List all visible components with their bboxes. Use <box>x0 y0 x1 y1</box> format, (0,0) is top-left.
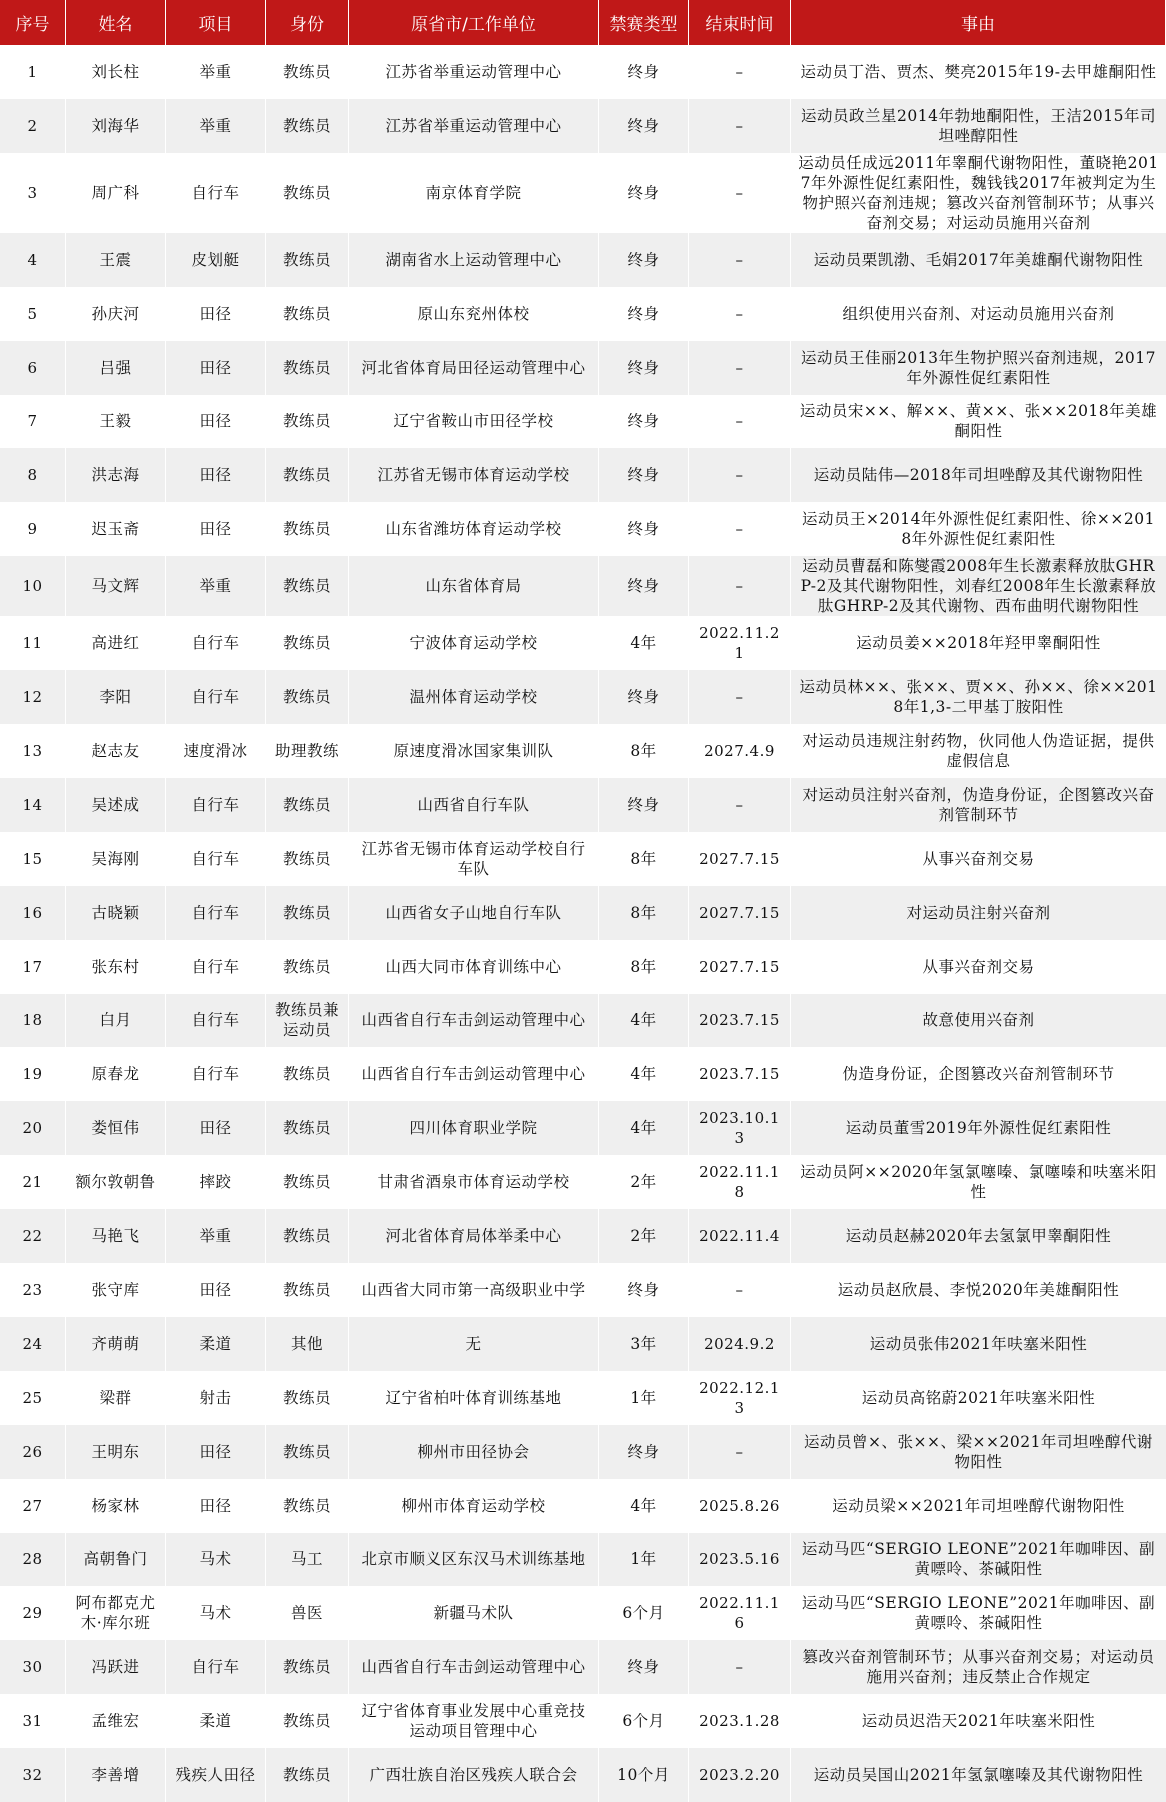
cell-index: 29 <box>0 1586 66 1640</box>
cell-role: 教练员 <box>266 1263 349 1317</box>
cell-index: 26 <box>0 1425 66 1479</box>
cell-index: 21 <box>0 1155 66 1209</box>
cell-role: 教练员 <box>266 45 349 99</box>
cell-unit: 山西省自行车队 <box>349 778 599 832</box>
cell-name: 齐萌萌 <box>66 1317 166 1371</box>
cell-sport: 田径 <box>166 448 266 502</box>
cell-index: 13 <box>0 724 66 778</box>
cell-end-date: 2023.2.20 <box>689 1748 791 1802</box>
cell-role: 教练员 <box>266 1479 349 1533</box>
cell-unit: 甘肃省酒泉市体育运动学校 <box>349 1155 599 1209</box>
cell-name: 迟玉斋 <box>66 502 166 556</box>
cell-unit: 柳州市体育运动学校 <box>349 1479 599 1533</box>
cell-name: 白月 <box>66 994 166 1048</box>
cell-index: 15 <box>0 832 66 886</box>
cell-sport: 举重 <box>166 45 266 99</box>
cell-name: 刘海华 <box>66 99 166 153</box>
cell-end-date: 2022.11.21 <box>689 616 791 670</box>
cell-end-date: 2027.7.15 <box>689 940 791 994</box>
header-reason: 事由 <box>791 0 1166 45</box>
cell-unit: 江苏省无锡市体育运动学校 <box>349 448 599 502</box>
cell-reason: 从事兴奋剂交易 <box>791 940 1166 994</box>
cell-end-date: 2023.7.15 <box>689 994 791 1048</box>
cell-ban-type: 终身 <box>599 502 689 556</box>
cell-name: 刘长柱 <box>66 45 166 99</box>
cell-ban-type: 2年 <box>599 1209 689 1263</box>
cell-end-date: 2022.11.16 <box>689 1586 791 1640</box>
cell-unit: 辽宁省体育事业发展中心重竞技运动项目管理中心 <box>349 1694 599 1748</box>
cell-sport: 自行车 <box>166 940 266 994</box>
cell-role: 教练员 <box>266 1748 349 1802</box>
cell-ban-type: 4年 <box>599 1101 689 1155</box>
cell-index: 27 <box>0 1479 66 1533</box>
cell-unit: 江苏省举重运动管理中心 <box>349 45 599 99</box>
cell-index: 22 <box>0 1209 66 1263</box>
cell-sport: 自行车 <box>166 994 266 1048</box>
cell-name: 李善增 <box>66 1748 166 1802</box>
cell-sport: 残疾人田径 <box>166 1748 266 1802</box>
cell-end-date: 2022.11.4 <box>689 1209 791 1263</box>
cell-ban-type: 终身 <box>599 1640 689 1694</box>
cell-role: 马工 <box>266 1533 349 1587</box>
header-name: 姓名 <box>66 0 166 45</box>
cell-end-date: – <box>689 99 791 153</box>
cell-end-date: 2025.8.26 <box>689 1479 791 1533</box>
cell-index: 24 <box>0 1317 66 1371</box>
cell-end-date: – <box>689 153 791 233</box>
cell-unit: 山东省潍坊体育运动学校 <box>349 502 599 556</box>
cell-ban-type: 终身 <box>599 448 689 502</box>
cell-name: 王毅 <box>66 395 166 449</box>
cell-end-date: 2022.12.13 <box>689 1371 791 1425</box>
cell-reason: 运动员王佳丽2013年生物护照兴奋剂违规，2017年外源性促红素阳性 <box>791 341 1166 395</box>
cell-name: 额尔敦朝鲁 <box>66 1155 166 1209</box>
cell-reason: 对运动员注射兴奋剂 <box>791 886 1166 940</box>
cell-name: 吴述成 <box>66 778 166 832</box>
cell-name: 杨家林 <box>66 1479 166 1533</box>
cell-index: 3 <box>0 153 66 233</box>
cell-end-date: – <box>689 778 791 832</box>
cell-role: 教练员 <box>266 153 349 233</box>
cell-end-date: – <box>689 395 791 449</box>
cell-role: 教练员 <box>266 778 349 832</box>
cell-name: 高朝鲁门 <box>66 1533 166 1587</box>
cell-name: 高进红 <box>66 616 166 670</box>
cell-name: 王震 <box>66 233 166 287</box>
cell-end-date: – <box>689 1640 791 1694</box>
cell-reason: 运动员赵赫2020年去氢氯甲睾酮阳性 <box>791 1209 1166 1263</box>
cell-role: 教练员 <box>266 832 349 886</box>
cell-ban-type: 1年 <box>599 1371 689 1425</box>
cell-unit: 宁波体育运动学校 <box>349 616 599 670</box>
cell-role: 其他 <box>266 1317 349 1371</box>
cell-sport: 自行车 <box>166 153 266 233</box>
cell-unit: 河北省体育局田径运动管理中心 <box>349 341 599 395</box>
cell-reason: 运动员陆伟—2018年司坦唑醇及其代谢物阳性 <box>791 448 1166 502</box>
cell-ban-type: 终身 <box>599 670 689 724</box>
cell-ban-type: 终身 <box>599 99 689 153</box>
cell-end-date: 2027.7.15 <box>689 832 791 886</box>
cell-end-date: 2027.7.15 <box>689 886 791 940</box>
cell-role: 教练员兼运动员 <box>266 994 349 1048</box>
cell-reason: 运动员梁××2021年司坦唑醇代谢物阳性 <box>791 1479 1166 1533</box>
cell-sport: 田径 <box>166 287 266 341</box>
cell-index: 10 <box>0 556 66 616</box>
cell-unit: 山西省自行车击剑运动管理中心 <box>349 1640 599 1694</box>
cell-sport: 皮划艇 <box>166 233 266 287</box>
cell-ban-type: 终身 <box>599 153 689 233</box>
cell-ban-type: 3年 <box>599 1317 689 1371</box>
cell-sport: 田径 <box>166 1263 266 1317</box>
cell-name: 吴海刚 <box>66 832 166 886</box>
cell-reason: 运动员宋××、解××、黄××、张××2018年美雄酮阳性 <box>791 395 1166 449</box>
cell-name: 娄恒伟 <box>66 1101 166 1155</box>
cell-role: 教练员 <box>266 233 349 287</box>
cell-name: 李阳 <box>66 670 166 724</box>
cell-sport: 田径 <box>166 341 266 395</box>
cell-name: 孟维宏 <box>66 1694 166 1748</box>
cell-ban-type: 4年 <box>599 616 689 670</box>
cell-reason: 运动员董雪2019年外源性促红素阳性 <box>791 1101 1166 1155</box>
cell-end-date: 2023.10.13 <box>689 1101 791 1155</box>
cell-unit: 温州体育运动学校 <box>349 670 599 724</box>
cell-index: 2 <box>0 99 66 153</box>
cell-end-date: – <box>689 1263 791 1317</box>
cell-sport: 举重 <box>166 99 266 153</box>
cell-role: 教练员 <box>266 556 349 616</box>
cell-ban-type: 6个月 <box>599 1586 689 1640</box>
cell-ban-type: 终身 <box>599 1425 689 1479</box>
cell-sport: 速度滑冰 <box>166 724 266 778</box>
cell-name: 原春龙 <box>66 1047 166 1101</box>
cell-reason: 运动员王×2014年外源性促红素阳性、徐××2018年外源性促红素阳性 <box>791 502 1166 556</box>
cell-unit: 辽宁省柏叶体育训练基地 <box>349 1371 599 1425</box>
cell-role: 教练员 <box>266 287 349 341</box>
cell-name: 洪志海 <box>66 448 166 502</box>
cell-ban-type: 终身 <box>599 778 689 832</box>
cell-ban-type: 终身 <box>599 341 689 395</box>
cell-unit: 河北省体育局体举柔中心 <box>349 1209 599 1263</box>
header-index: 序号 <box>0 0 66 45</box>
cell-reason: 运动员高铭蔚2021年呋塞米阳性 <box>791 1371 1166 1425</box>
cell-end-date: – <box>689 45 791 99</box>
cell-reason: 运动员赵欣晨、李悦2020年美雄酮阳性 <box>791 1263 1166 1317</box>
header-ban-type: 禁赛类型 <box>599 0 689 45</box>
cell-sport: 柔道 <box>166 1317 266 1371</box>
cell-sport: 田径 <box>166 1425 266 1479</box>
cell-index: 16 <box>0 886 66 940</box>
cell-name: 周广科 <box>66 153 166 233</box>
cell-reason: 运动员栗凯渤、毛娟2017年美雄酮代谢物阳性 <box>791 233 1166 287</box>
cell-unit: 山西大同市体育训练中心 <box>349 940 599 994</box>
cell-end-date: – <box>689 556 791 616</box>
cell-ban-type: 4年 <box>599 1479 689 1533</box>
cell-sport: 自行车 <box>166 670 266 724</box>
cell-reason: 故意使用兴奋剂 <box>791 994 1166 1048</box>
cell-index: 9 <box>0 502 66 556</box>
cell-index: 14 <box>0 778 66 832</box>
cell-index: 23 <box>0 1263 66 1317</box>
header-sport: 项目 <box>166 0 266 45</box>
cell-sport: 自行车 <box>166 832 266 886</box>
cell-role: 教练员 <box>266 940 349 994</box>
cell-sport: 田径 <box>166 502 266 556</box>
cell-reason: 组织使用兴奋剂、对运动员施用兴奋剂 <box>791 287 1166 341</box>
cell-sport: 马术 <box>166 1533 266 1587</box>
cell-role: 教练员 <box>266 670 349 724</box>
cell-index: 12 <box>0 670 66 724</box>
cell-index: 4 <box>0 233 66 287</box>
cell-index: 11 <box>0 616 66 670</box>
cell-role: 教练员 <box>266 1640 349 1694</box>
cell-end-date: 2023.5.16 <box>689 1533 791 1587</box>
cell-sport: 自行车 <box>166 778 266 832</box>
cell-sport: 自行车 <box>166 886 266 940</box>
cell-reason: 运动员曹磊和陈燮霞2008年生长激素释放肽GHRP-2及其代谢物阳性，刘春红2008年生长激素释放肽GHRP-2及其代谢物、西布曲明代谢物阳性 <box>791 556 1166 616</box>
cell-name: 赵志友 <box>66 724 166 778</box>
cell-unit: 山西省自行车击剑运动管理中心 <box>349 1047 599 1101</box>
cell-name: 张守库 <box>66 1263 166 1317</box>
cell-name: 马艳飞 <box>66 1209 166 1263</box>
header-role: 身份 <box>266 0 349 45</box>
cell-role: 教练员 <box>266 99 349 153</box>
cell-role: 教练员 <box>266 448 349 502</box>
cell-sport: 举重 <box>166 556 266 616</box>
cell-role: 教练员 <box>266 1425 349 1479</box>
cell-ban-type: 1年 <box>599 1533 689 1587</box>
cell-role: 教练员 <box>266 1694 349 1748</box>
cell-sport: 射击 <box>166 1371 266 1425</box>
cell-sport: 田径 <box>166 1101 266 1155</box>
cell-reason: 从事兴奋剂交易 <box>791 832 1166 886</box>
cell-reason: 运动员迟浩天2021年呋塞米阳性 <box>791 1694 1166 1748</box>
cell-reason: 篡改兴奋剂管制环节；从事兴奋剂交易；对运动员施用兴奋剂；违反禁止合作规定 <box>791 1640 1166 1694</box>
cell-ban-type: 10个月 <box>599 1748 689 1802</box>
cell-end-date: – <box>689 341 791 395</box>
cell-ban-type: 终身 <box>599 395 689 449</box>
cell-name: 马文辉 <box>66 556 166 616</box>
cell-sport: 举重 <box>166 1209 266 1263</box>
cell-end-date: 2027.4.9 <box>689 724 791 778</box>
cell-ban-type: 终身 <box>599 1263 689 1317</box>
cell-role: 教练员 <box>266 1101 349 1155</box>
cell-sport: 自行车 <box>166 1640 266 1694</box>
cell-unit: 南京体育学院 <box>349 153 599 233</box>
cell-ban-type: 4年 <box>599 994 689 1048</box>
cell-index: 1 <box>0 45 66 99</box>
cell-end-date: – <box>689 448 791 502</box>
cell-index: 18 <box>0 994 66 1048</box>
header-unit: 原省市/工作单位 <box>349 0 599 45</box>
cell-sport: 自行车 <box>166 1047 266 1101</box>
cell-role: 教练员 <box>266 886 349 940</box>
cell-sport: 自行车 <box>166 616 266 670</box>
cell-role: 教练员 <box>266 616 349 670</box>
cell-sport: 田径 <box>166 395 266 449</box>
cell-unit: 原山东兖州体校 <box>349 287 599 341</box>
cell-reason: 运动员林××、张××、贾××、孙××、徐××2018年1,3-二甲基丁胺阳性 <box>791 670 1166 724</box>
cell-ban-type: 终身 <box>599 287 689 341</box>
cell-end-date: – <box>689 670 791 724</box>
header-end-date: 结束时间 <box>689 0 791 45</box>
cell-role: 教练员 <box>266 341 349 395</box>
cell-ban-type: 8年 <box>599 940 689 994</box>
cell-role: 教练员 <box>266 1209 349 1263</box>
cell-unit: 原速度滑冰国家集训队 <box>349 724 599 778</box>
cell-role: 教练员 <box>266 395 349 449</box>
cell-reason: 伪造身份证，企图篡改兴奋剂管制环节 <box>791 1047 1166 1101</box>
cell-reason: 运动员任成远2011年睾酮代谢物阳性，董晓艳2017年外源性促红素阳性，魏钱钱2017年被判定为生物护照兴奋剂违规；篡改兴奋剂管制环节；从事兴奋剂交易；对运动员施用兴奋剂 <box>791 153 1166 233</box>
cell-index: 31 <box>0 1694 66 1748</box>
cell-index: 19 <box>0 1047 66 1101</box>
cell-role: 教练员 <box>266 1371 349 1425</box>
cell-name: 王明东 <box>66 1425 166 1479</box>
cell-ban-type: 2年 <box>599 1155 689 1209</box>
cell-unit: 江苏省举重运动管理中心 <box>349 99 599 153</box>
cell-unit: 辽宁省鞍山市田径学校 <box>349 395 599 449</box>
cell-reason: 运动员阿××2020年氢氯噻嗪、氯噻嗪和呋塞米阳性 <box>791 1155 1166 1209</box>
cell-end-date: – <box>689 233 791 287</box>
cell-name: 梁群 <box>66 1371 166 1425</box>
cell-index: 30 <box>0 1640 66 1694</box>
cell-index: 7 <box>0 395 66 449</box>
cell-name: 阿布都克尤木·库尔班 <box>66 1586 166 1640</box>
cell-unit: 山东省体育局 <box>349 556 599 616</box>
cell-name: 孙庆河 <box>66 287 166 341</box>
cell-unit: 柳州市田径协会 <box>349 1425 599 1479</box>
cell-end-date: – <box>689 1425 791 1479</box>
cell-reason: 运动员丁浩、贾杰、樊亮2015年19-去甲雄酮阳性 <box>791 45 1166 99</box>
cell-ban-type: 终身 <box>599 45 689 99</box>
cell-reason: 运动马匹“SERGIO LEONE”2021年咖啡因、副黄嘌呤、茶碱阳性 <box>791 1533 1166 1587</box>
cell-ban-type: 6个月 <box>599 1694 689 1748</box>
cell-reason: 运动员姜××2018年羟甲睾酮阳性 <box>791 616 1166 670</box>
cell-end-date: – <box>689 287 791 341</box>
cell-role: 教练员 <box>266 502 349 556</box>
cell-unit: 湖南省水上运动管理中心 <box>349 233 599 287</box>
cell-reason: 运动马匹“SERGIO LEONE”2021年咖啡因、副黄嘌呤、茶碱阳性 <box>791 1586 1166 1640</box>
cell-index: 32 <box>0 1748 66 1802</box>
cell-reason: 对运动员注射兴奋剂，伪造身份证，企图篡改兴奋剂管制环节 <box>791 778 1166 832</box>
cell-ban-type: 终身 <box>599 556 689 616</box>
cell-end-date: 2023.1.28 <box>689 1694 791 1748</box>
cell-unit: 四川体育职业学院 <box>349 1101 599 1155</box>
cell-index: 20 <box>0 1101 66 1155</box>
cell-index: 17 <box>0 940 66 994</box>
cell-index: 25 <box>0 1371 66 1425</box>
cell-unit: 北京市顺义区东汉马术训练基地 <box>349 1533 599 1587</box>
cell-unit: 无 <box>349 1317 599 1371</box>
cell-reason: 对运动员违规注射药物，伙同他人伪造证据，提供虚假信息 <box>791 724 1166 778</box>
cell-ban-type: 8年 <box>599 886 689 940</box>
cell-role: 教练员 <box>266 1047 349 1101</box>
cell-unit: 新疆马术队 <box>349 1586 599 1640</box>
cell-sport: 马术 <box>166 1586 266 1640</box>
cell-ban-type: 终身 <box>599 233 689 287</box>
cell-ban-type: 8年 <box>599 832 689 886</box>
cell-unit: 山西省大同市第一高级职业中学 <box>349 1263 599 1317</box>
cell-ban-type: 4年 <box>599 1047 689 1101</box>
cell-end-date: – <box>689 502 791 556</box>
cell-role: 教练员 <box>266 1155 349 1209</box>
cell-name: 张东村 <box>66 940 166 994</box>
cell-ban-type: 8年 <box>599 724 689 778</box>
cell-sport: 田径 <box>166 1479 266 1533</box>
cell-end-date: 2022.11.18 <box>689 1155 791 1209</box>
cell-index: 28 <box>0 1533 66 1587</box>
cell-unit: 广西壮族自治区残疾人联合会 <box>349 1748 599 1802</box>
cell-unit: 山西省女子山地自行车队 <box>349 886 599 940</box>
cell-end-date: 2024.9.2 <box>689 1317 791 1371</box>
cell-role: 助理教练 <box>266 724 349 778</box>
cell-unit: 江苏省无锡市体育运动学校自行车队 <box>349 832 599 886</box>
cell-role: 兽医 <box>266 1586 349 1640</box>
cell-name: 冯跃进 <box>66 1640 166 1694</box>
cell-index: 5 <box>0 287 66 341</box>
cell-reason: 运动员张伟2021年呋塞米阳性 <box>791 1317 1166 1371</box>
cell-index: 8 <box>0 448 66 502</box>
cell-reason: 运动员曾×、张××、梁××2021年司坦唑醇代谢物阳性 <box>791 1425 1166 1479</box>
cell-reason: 运动员政兰星2014年勃地酮阳性，王洁2015年司坦唑醇阳性 <box>791 99 1166 153</box>
cell-name: 古晓颖 <box>66 886 166 940</box>
cell-end-date: 2023.7.15 <box>689 1047 791 1101</box>
cell-sport: 柔道 <box>166 1694 266 1748</box>
cell-unit: 山西省自行车击剑运动管理中心 <box>349 994 599 1048</box>
cell-reason: 运动员吴国山2021年氢氯噻嗪及其代谢物阳性 <box>791 1748 1166 1802</box>
cell-name: 吕强 <box>66 341 166 395</box>
cell-index: 6 <box>0 341 66 395</box>
cell-sport: 摔跤 <box>166 1155 266 1209</box>
